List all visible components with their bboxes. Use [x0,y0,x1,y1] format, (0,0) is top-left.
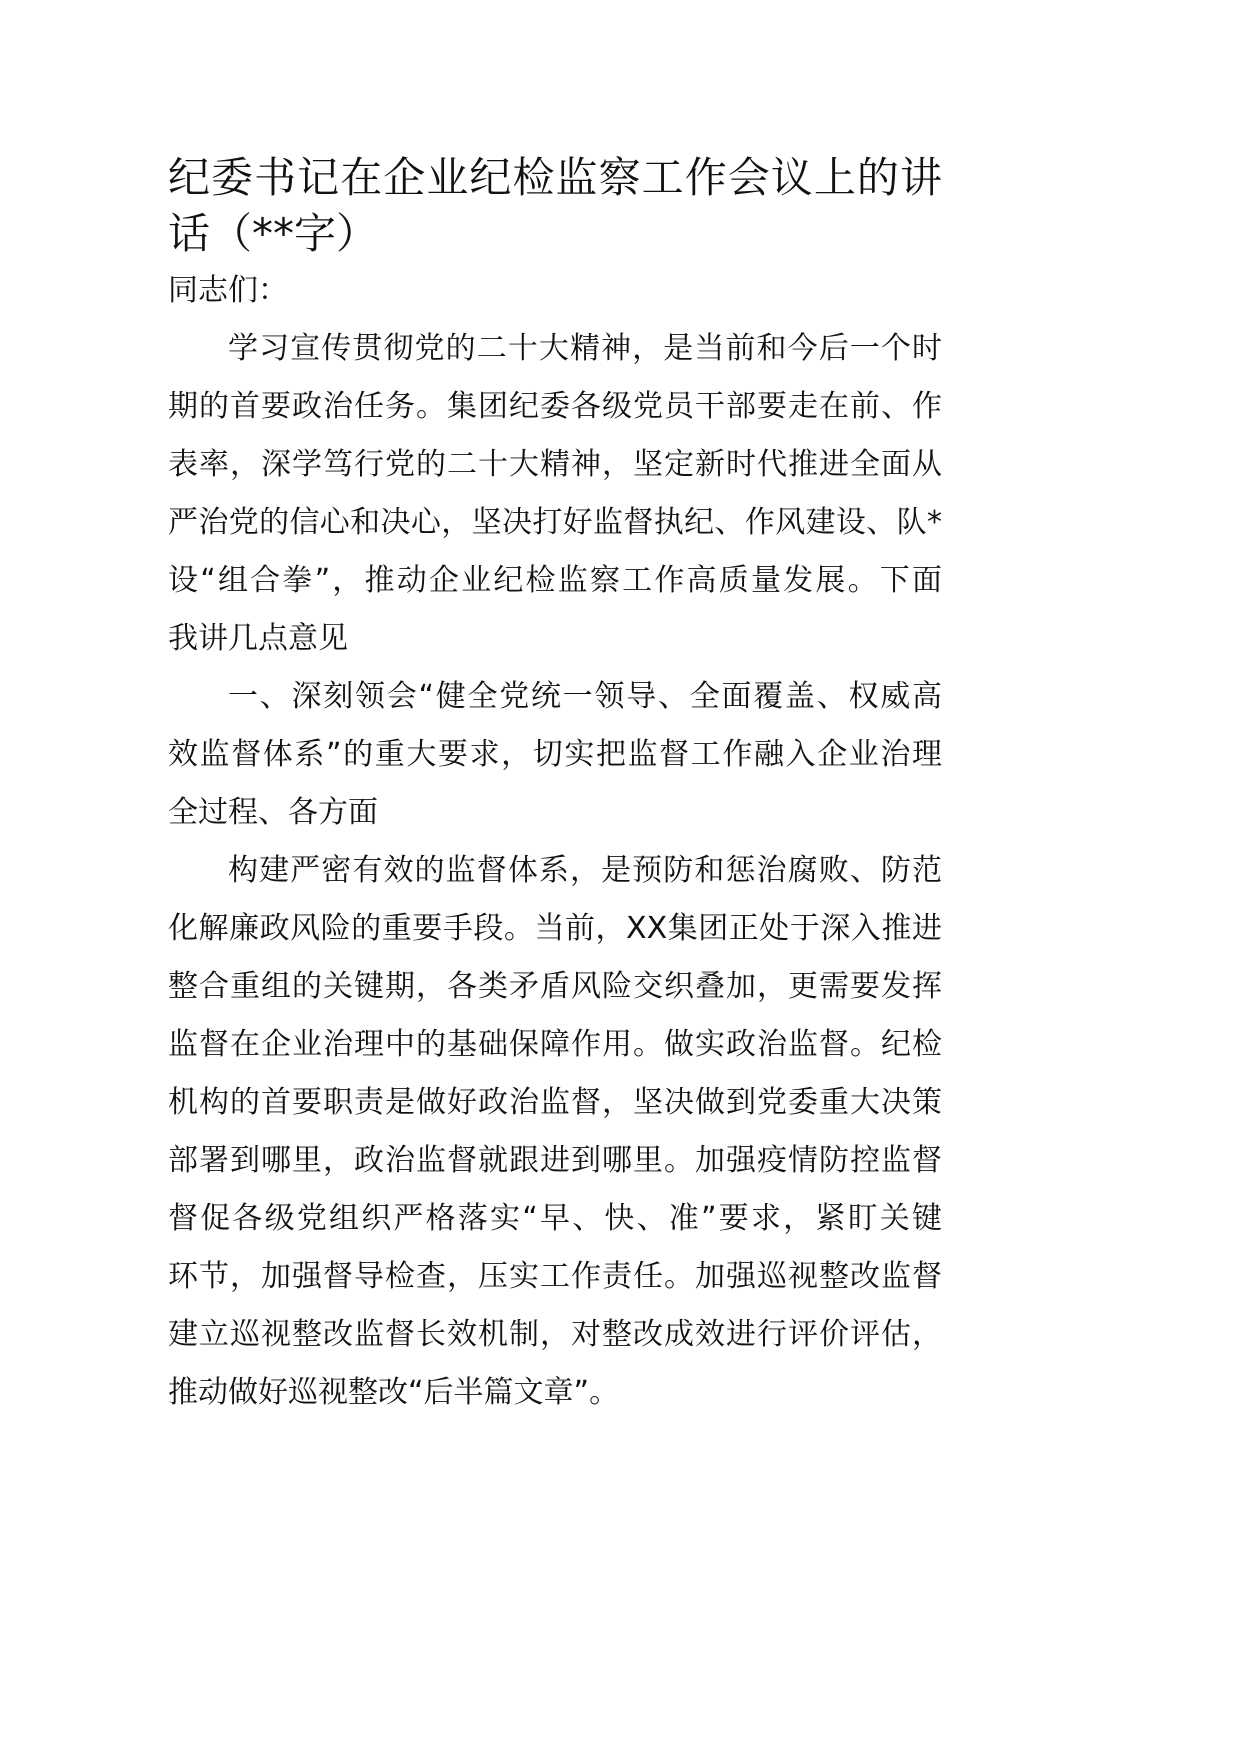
paragraph-line: 表率，深学笃行党的二十大精神，坚定新时代推进全面从 [168,447,942,482]
paragraph-line: 机构的首要职责是做好政治监督，坚决做到党委重大决策 [168,1085,942,1120]
paragraph-line: 监督在企业治理中的基础保障作用。做实政治监督。纪检 [168,1027,942,1062]
document-page [168,150,942,1422]
paragraph-line: 构建严密有效的监督体系，是预防和惩治腐败、防范 [228,853,942,888]
paragraph-line: 化解廉政风险的重要手段。当前，XX集团正处于深入推进 [168,911,942,946]
salutation: 同志们： [168,273,288,308]
paragraph-line: 建立巡视整改监督长效机制，对整改成效进行评价评估， [168,1317,942,1352]
paragraph-line: 环节，加强督导检查，压实工作责任。加强巡视整改监督 [168,1259,942,1294]
paragraph-line: 部署到哪里，政治监督就跟进到哪里。加强疫情防控监督 [168,1143,942,1178]
paragraph-line: 推动做好巡视整改“后半篇文章”。 [168,1375,620,1410]
document-body [168,320,942,1422]
paragraph-line: 期的首要政治任务。集团纪委各级党员干部要走在前、作 [168,389,942,424]
paragraph-line: 督促各级党组织严格落实“早、快、准”要求，紧盯关键 [168,1201,942,1236]
paragraph-line: 全过程、各方面 [168,795,378,830]
paragraph-line: 效监督体系”的重大要求，切实把监督工作融入企业治理 [168,737,942,772]
paragraph-line: 整合重组的关键期，各类矛盾风险交织叠加，更需要发挥 [168,969,942,1004]
document-title-line-2: 话（**字） [168,209,379,258]
paragraph-line: 我讲几点意见 [168,621,348,656]
paragraph-line: 一、深刻领会“健全党统一领导、全面覆盖、权威高 [228,679,942,714]
paragraph-line: 学习宣传贯彻党的二十大精神，是当前和今后一个时 [228,331,942,366]
paragraph-line: 严治党的信心和决心，坚决打好监督执纪、作风建设、队* [168,505,942,540]
paragraph-line: 设“组合拳”，推动企业纪检监察工作高质量发展。下面 [168,563,942,598]
document-title-line-1: 纪委书记在企业纪检监察工作会议上的讲 [168,153,942,202]
